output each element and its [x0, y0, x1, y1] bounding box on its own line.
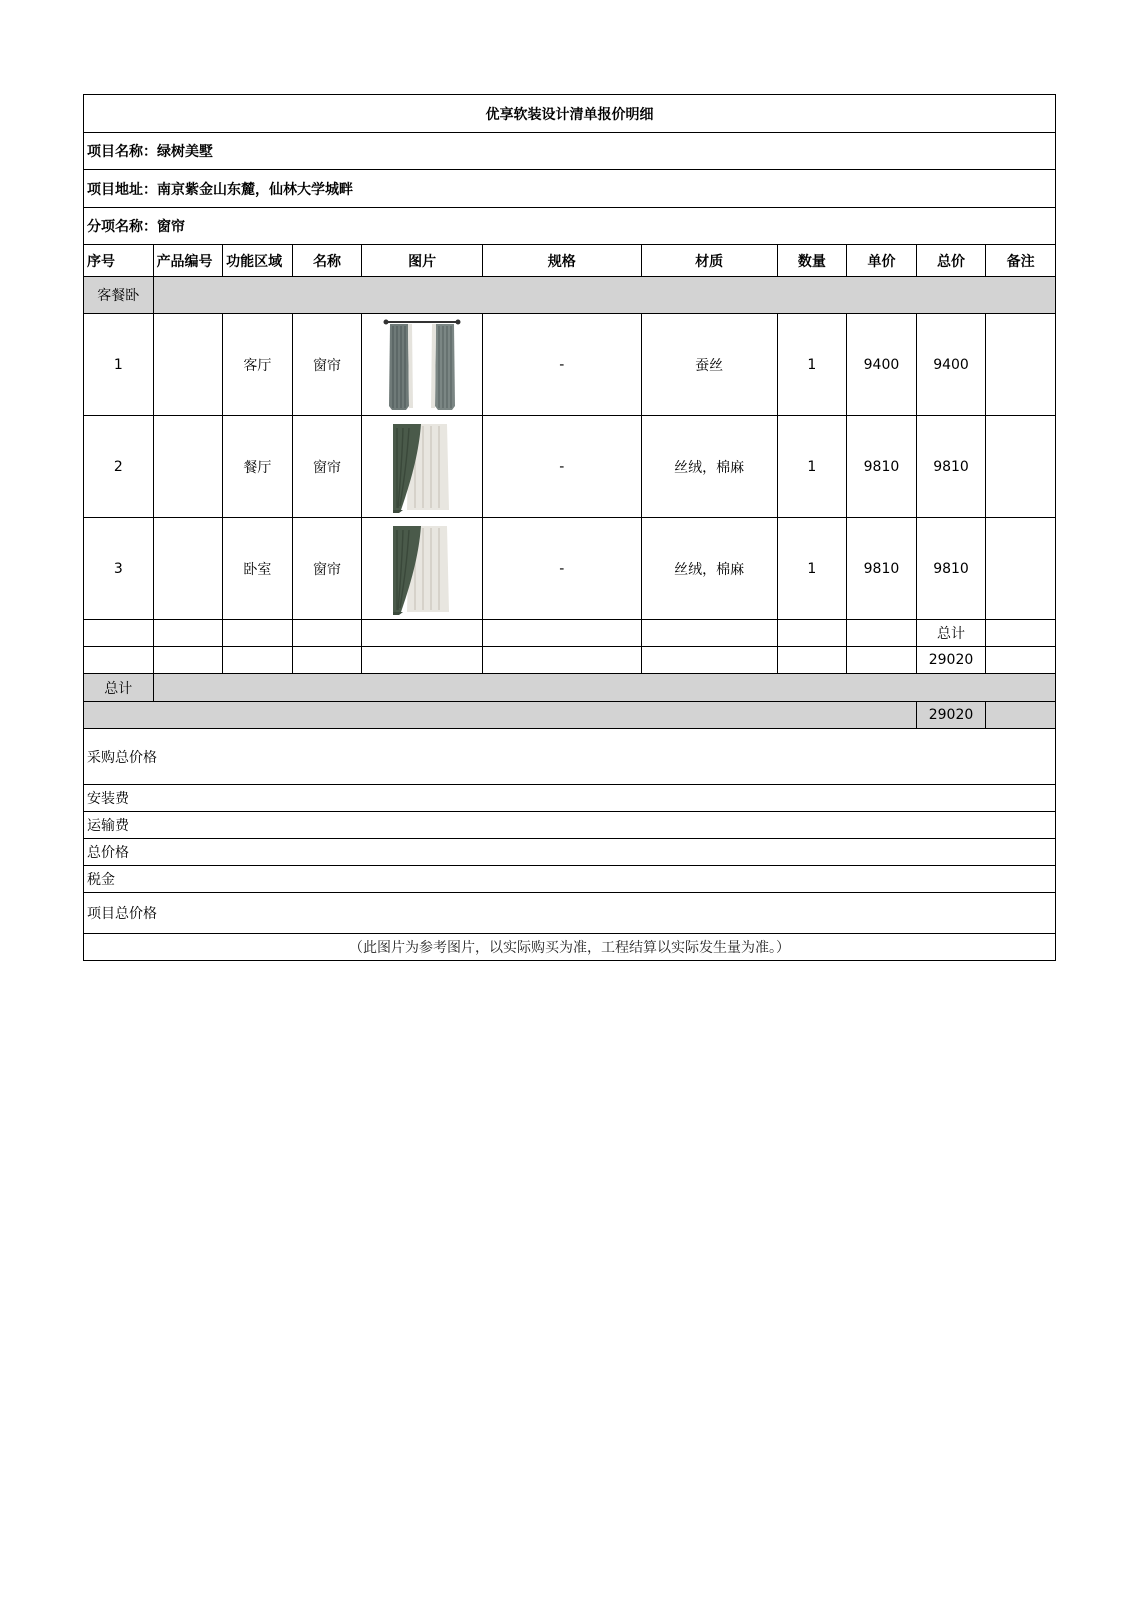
header-material: 材质: [641, 245, 777, 277]
sub-item-name: 分项名称：窗帘: [84, 208, 1056, 245]
header-picture: 图片: [362, 245, 483, 277]
row-unit-price: 9810: [847, 416, 917, 518]
row-area: 卧室: [223, 518, 293, 620]
table-row: [84, 314, 1056, 416]
project-address: 项目地址：南京紫金山东麓，仙林大学城畔: [84, 170, 1056, 208]
header-unit-price: 单价: [847, 245, 917, 277]
header-no: 序号: [84, 245, 154, 277]
row-material: 蚕丝: [641, 314, 777, 416]
row-name: 窗帘: [292, 518, 362, 620]
curtain-green-drape-icon: [387, 420, 457, 514]
group-label: 客餐卧: [84, 277, 154, 314]
row-qty: 1: [777, 314, 847, 416]
row-code: [153, 314, 223, 416]
project-total-label: 项目总价格: [84, 893, 1056, 934]
grand-total-row: [84, 702, 1056, 729]
disclaimer-note: （此图片为参考图片，以实际购买为准，工程结算以实际发生量为准。）: [84, 934, 1056, 961]
row-unit-price: 9400: [847, 314, 917, 416]
group-row: [84, 277, 1056, 314]
header-total: 总价: [916, 245, 986, 277]
row-area: 餐厅: [223, 416, 293, 518]
row-total: 9400: [916, 314, 986, 416]
curtain-grey-icon: [382, 318, 462, 412]
installation-fee-label: 安装费: [84, 785, 1056, 812]
table-row: [84, 416, 1056, 518]
shipping-fee-label: 运输费: [84, 812, 1056, 839]
row-name: 窗帘: [292, 416, 362, 518]
row-material: 丝绒，棉麻: [641, 416, 777, 518]
row-code: [153, 518, 223, 620]
table-row: [84, 518, 1056, 620]
row-picture: [362, 518, 483, 620]
row-total: 9810: [916, 416, 986, 518]
row-total: 9810: [916, 518, 986, 620]
purchase-total-label: 采购总价格: [84, 729, 1056, 785]
subtotal-label-row: [84, 620, 1056, 647]
row-no: 2: [84, 416, 154, 518]
row-unit-price: 9810: [847, 518, 917, 620]
row-remark: [986, 314, 1056, 416]
total-label: 总计: [84, 674, 154, 702]
row-spec: -: [482, 416, 641, 518]
row-no: 3: [84, 518, 154, 620]
header-qty: 数量: [777, 245, 847, 277]
row-area: 客厅: [223, 314, 293, 416]
header-row: [84, 245, 1056, 277]
project-name: 项目名称：绿树美墅: [84, 133, 1056, 170]
row-code: [153, 416, 223, 518]
subtotal-value: 29020: [916, 647, 986, 674]
header-remark: 备注: [986, 245, 1056, 277]
row-qty: 1: [777, 518, 847, 620]
page-title: 优享软装设计清单报价明细: [84, 95, 1056, 133]
header-name: 名称: [292, 245, 362, 277]
row-no: 1: [84, 314, 154, 416]
total-price-label: 总价格: [84, 839, 1056, 866]
quotation-table: [83, 94, 1056, 961]
row-remark: [986, 416, 1056, 518]
row-qty: 1: [777, 416, 847, 518]
row-spec: -: [482, 314, 641, 416]
row-spec: -: [482, 518, 641, 620]
row-picture: [362, 416, 483, 518]
header-spec: 规格: [482, 245, 641, 277]
row-name: 窗帘: [292, 314, 362, 416]
header-code: 产品编号: [153, 245, 223, 277]
curtain-green-drape-icon: [387, 522, 457, 616]
subtotal-value-row: [84, 647, 1056, 674]
row-material: 丝绒，棉麻: [641, 518, 777, 620]
header-area: 功能区域: [223, 245, 293, 277]
grand-total: 29020: [916, 702, 986, 729]
row-remark: [986, 518, 1056, 620]
total-label-row: [84, 674, 1056, 702]
subtotal-label: 总计: [916, 620, 986, 647]
row-picture: [362, 314, 483, 416]
tax-label: 税金: [84, 866, 1056, 893]
